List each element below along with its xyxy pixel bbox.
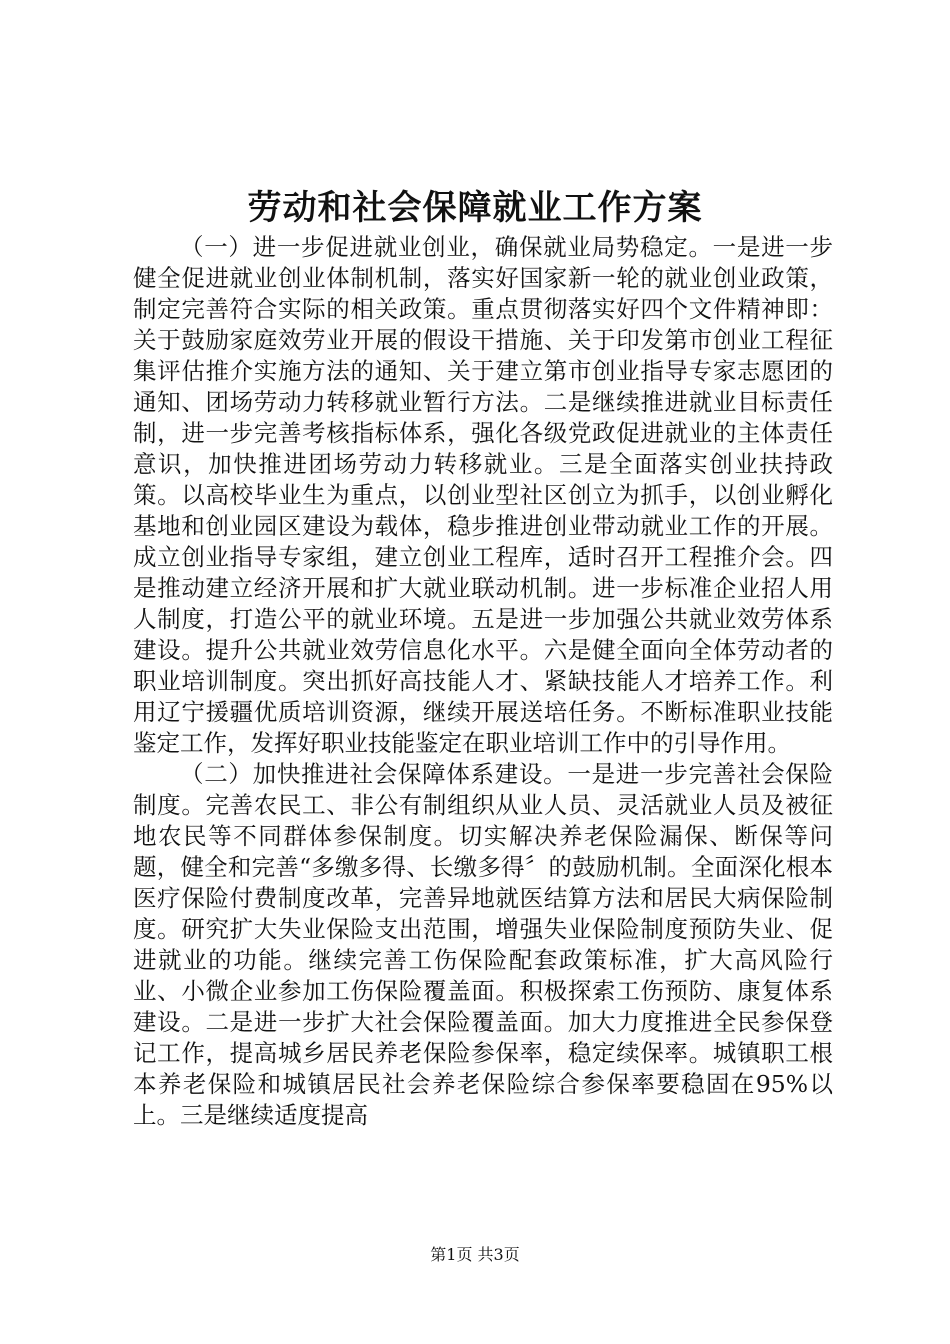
page-footer: 第1页 共3页	[430, 1245, 520, 1264]
paragraph-2: （二）加快推进社会保障体系建设。一是进一步完善社会保险制度。完善农民工、非公有制组织从业人员、灵活就业人员及被征地农民等不同群体参保制度。切实解决养老保险漏保、断保等问题，健全和完善“多缴多得、长缴多得〞的鼓励机制。全面深化根本医疗保险付费制度改革，完善异地就医结算方法和居民大病保险制度。研究扩大失业保险支出范围，增强失业保险制度预防失业、促进就业的功能。继续完善工伤保险配套政策标准，扩大高风险行业、小微企业参加工伤保险覆盖面。积极探索工伤预防、康复体系建设。二是进一步扩大社会保险覆盖面。加大力度推进全民参保登记工作，提高城乡居民养老保险参保率，稳定续保率。城镇职工根本养老保险和城镇居民社会养老保险综合参保率要稳固在95%以上。三是继续适度提高	[133, 760, 833, 1129]
document-body	[133, 232, 833, 1131]
document-title: 劳动和社会保障就业工作方案	[247, 188, 703, 228]
paragraph-1: （一）进一步促进就业创业，确保就业局势稳定。一是进一步健全促进就业创业体制机制，落实好国家新一轮的就业创业政策，制定完善符合实际的相关政策。重点贯彻落实好四个文件精神即：关于鼓励家庭效劳业开展的假设干措施、关于印发第市创业工程征集评估推介实施方法的通知、关于建立第市创业指导专家志愿团的通知、团场劳动力转移就业暂行方法。二是继续推进就业目标责任制，进一步完善考核指标体系，强化各级党政促进就业的主体责任意识，加快推进团场劳动力转移就业。三是全面落实创业扶持政策。以高校毕业生为重点，以创业型社区创立为抓手，以创业孵化基地和创业园区建设为载体，稳步推进创业带动就业工作的开展。成立创业指导专家组，建立创业工程库，适时召开工程推介会。四是推动建立经济开展和扩大就业联动机制。进一步标准企业招人用人制度，打造公平的就业环境。五是进一步加强公共就业效劳体系建设。提升公共就业效劳信息化水平。六是健全面向全体劳动者的职业培训制度。突出抓好高技能人才、紧缺技能人才培养工作。利用辽宁援疆优质培训资源，继续开展送培任务。不断标准职业技能鉴定工作，发挥好职业技能鉴定在职业培训工作中的引导作用。	[133, 233, 833, 757]
